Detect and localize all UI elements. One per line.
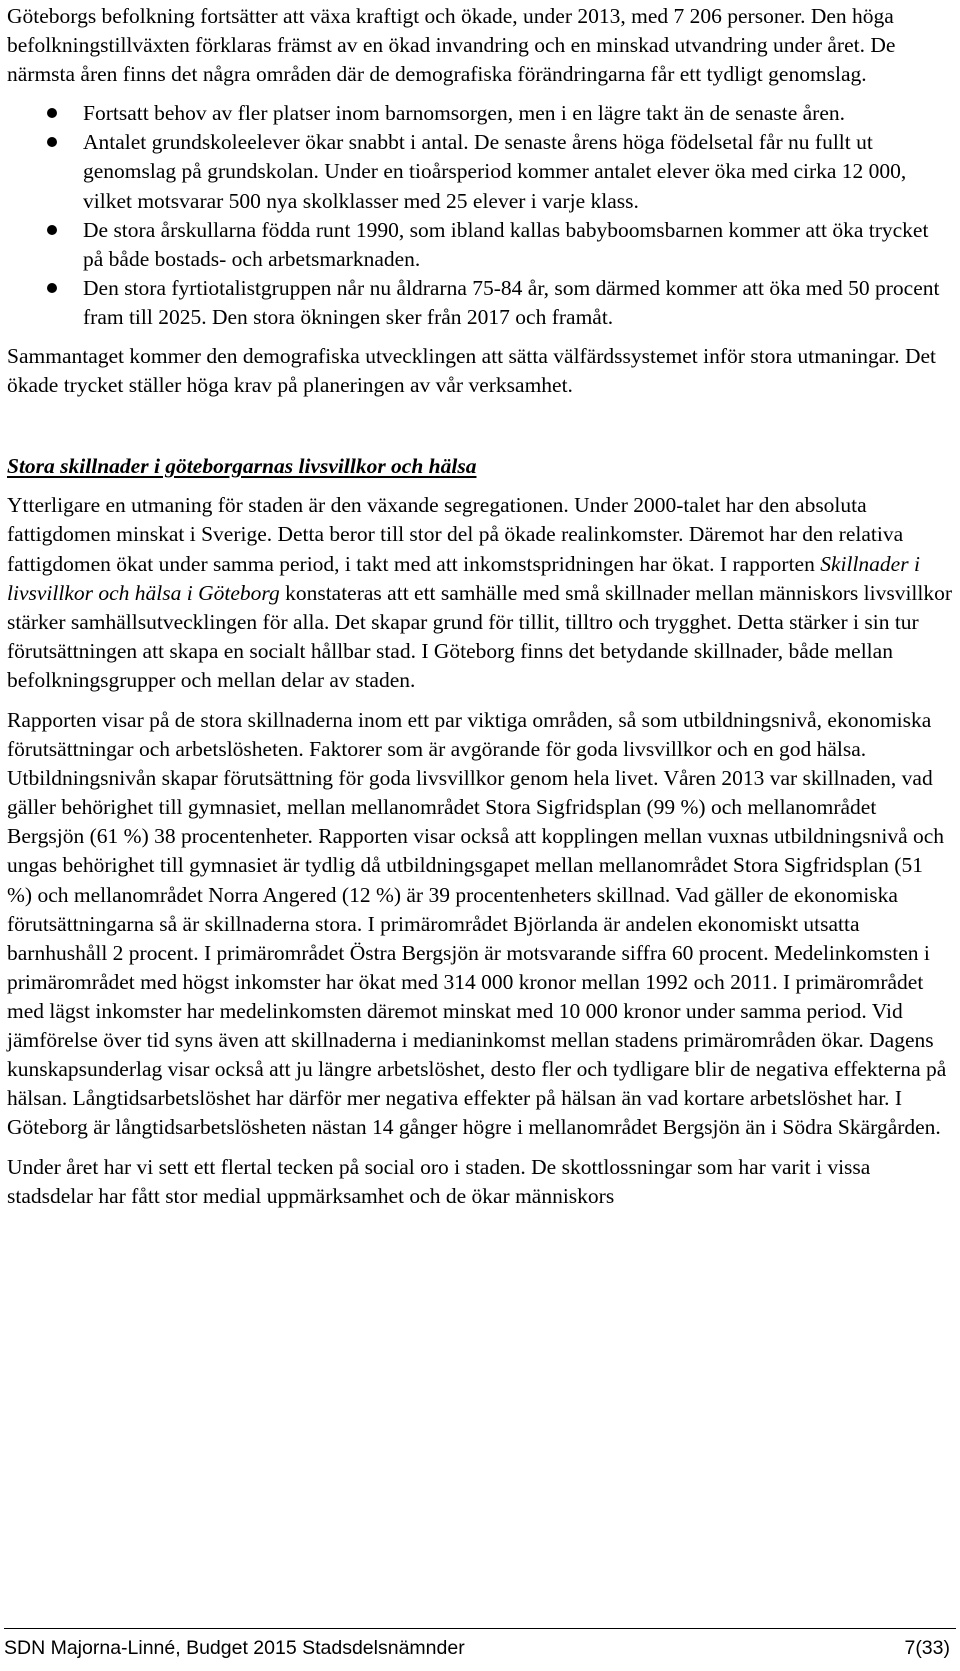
intro-paragraph: Göteborgs befolkning fortsätter att växa kraftigt och ökade, under 2013, med 7 206 personer. Den höga befolkningstillväxten förklaras främst av en ökad invandring och en minskad utvandring under året. De närmsta åren finns det några områden där de demografiska förändringarna får ett tydligt genomslag. xyxy=(7,4,896,87)
bullet-list xyxy=(7,99,953,332)
bullet-dot-icon xyxy=(47,108,57,118)
section-heading-wrap xyxy=(7,452,953,481)
section-paragraph-1 xyxy=(7,491,953,695)
bullet-dot-icon xyxy=(47,137,57,147)
paragraph-text: konstateras att ett samhälle med små skillnader mellan människors livsvillkor stärker samhällsutvecklingen för alla. Det skapar grund för tillit, tilltro och trygghet. Detta stärker i sin tur förutsättningen att skapa en socialt hållbar stad. I Göteborg finns det betydande skillnader, både mellan befolkningsgrupper och mellan delar av staden. xyxy=(7,580,953,692)
section-paragraph-3: Under året har vi sett ett flertal tecken på social oro i staden. De skottlossningar som har varit i vissa stadsdelar har fått stor medial uppmärksamhet och de ökar människors xyxy=(7,1155,871,1209)
bullet-item xyxy=(7,274,953,332)
bullet-item xyxy=(7,128,953,215)
bullet-text: Fortsatt behov av fler platser inom barnomsorgen, men i en lägre takt än de senaste åren. xyxy=(83,101,846,126)
footer-document-title: SDN Majorna-Linné, Budget 2015 Stadsdelsnämnder xyxy=(4,1637,465,1659)
bullet-text: De stora årskullarna födda runt 1990, som ibland kallas babyboomsbarnen kommer att öka trycket på både bostads- och arbetsmarknaden. xyxy=(83,217,929,271)
paragraph-text: Ytterligare en utmaning för staden är den växande segregationen. Under 2000-talet har den absoluta fattigdomen minskat i Sverige. Detta beror till stor del på ökade realinkomster. Däremot har den relativa fattigdomen ökat under samma period, i takt med att inkomstspridningen har ökat. I rapporten xyxy=(7,493,904,576)
report-title: Skillnader i livsvillkor och hälsa i Göteborg xyxy=(7,551,920,605)
bullet-text: Den stora fyrtiotalistgruppen når nu åldrarna 75-84 år, som därmed kommer att öka med 50 procent fram till 2025. Den stora ökningen sker från 2017 och framåt. xyxy=(83,275,940,329)
bullet-item xyxy=(7,216,953,274)
section-paragraph-2: Rapporten visar på de stora skillnaderna inom ett par viktiga områden, så som utbildningsnivå, ekonomiska förutsättningar och arbetslösheten. Faktorer som är avgörande för goda livsvillkor och en god hälsa. Utbildningsnivån skapar förutsättning för goda livsvillkor genom hela livet. Våren 2013 var skillnaden, vad gäller behörighet till gymnasiet, mellan mellanområdet Stora Sigfridsplan (99 %) och mellanområdet Bergsjön (61 %) 38 procentenheter. Rapporten visar också att kopplingen mellan vuxnas utbildningsnivå och ungas behörighet till gymnasiet är tydlig då utbildningsgapet mellan mellanområdet Stora Sigfridsplan (51 %) och mellanområdet Norra Angered (12 %) är 39 procentenheters skillnad. Vad gäller de ekonomiska förutsättningarna så är skillnaderna stora. I primärområdet Björlanda är andelen ekonomiskt utsatta barnhushåll 2 procent. I primärområdet Östra Bergsjön är motsvarande siffra 60 procent. Medelinkomsten i primärområdet med högst inkomster har ökat med 314 000 kronor mellan 1992 och 2011. I primärområdet med lägst inkomster har medelinkomsten däremot minskat med 10 000 kronor under samma period. Vid jämförelse över tid syns även att skillnaderna i medianinkomst mellan stadens primärområden ökar. Dagens kunskapsunderlag visar också att ju längre arbetslöshet, desto fler och tydligare blir de negativa effekterna på hälsan. Långtidsarbetslöshet har därför mer negativa effekter på hälsan än vad kortare arbetslöshet har. I Göteborg är långtidsarbetslösheten nästan 14 gånger högre i mellanområdet Bergsjön än i Södra Skärgården. xyxy=(7,707,947,1140)
bullet-text: Antalet grundskoleelever ökar snabbt i antal. De senaste årens höga födelsetal får nu fullt ut genomslag på grundskolan. Under en tioårsperiod kommer antalet elever öka med cirka 12 000, vilket motsvarar 500 nya skolklasser med 25 elever i varje klass. xyxy=(83,130,907,213)
page-content xyxy=(7,2,953,1212)
bullet-dot-icon xyxy=(47,225,57,235)
bullet-item xyxy=(7,99,953,128)
summary-paragraph: Sammantaget kommer den demografiska utvecklingen att sätta välfärdssystemet inför stora utmaningar. Det ökade trycket ställer höga krav på planeringen av vår verksamhet. xyxy=(7,344,937,398)
bullet-dot-icon xyxy=(47,283,57,293)
page-footer xyxy=(4,1628,956,1669)
section-heading: Stora skillnader i göteborgarnas livsvillkor och hälsa xyxy=(7,454,477,479)
footer-page-number: 7(33) xyxy=(904,1637,950,1659)
